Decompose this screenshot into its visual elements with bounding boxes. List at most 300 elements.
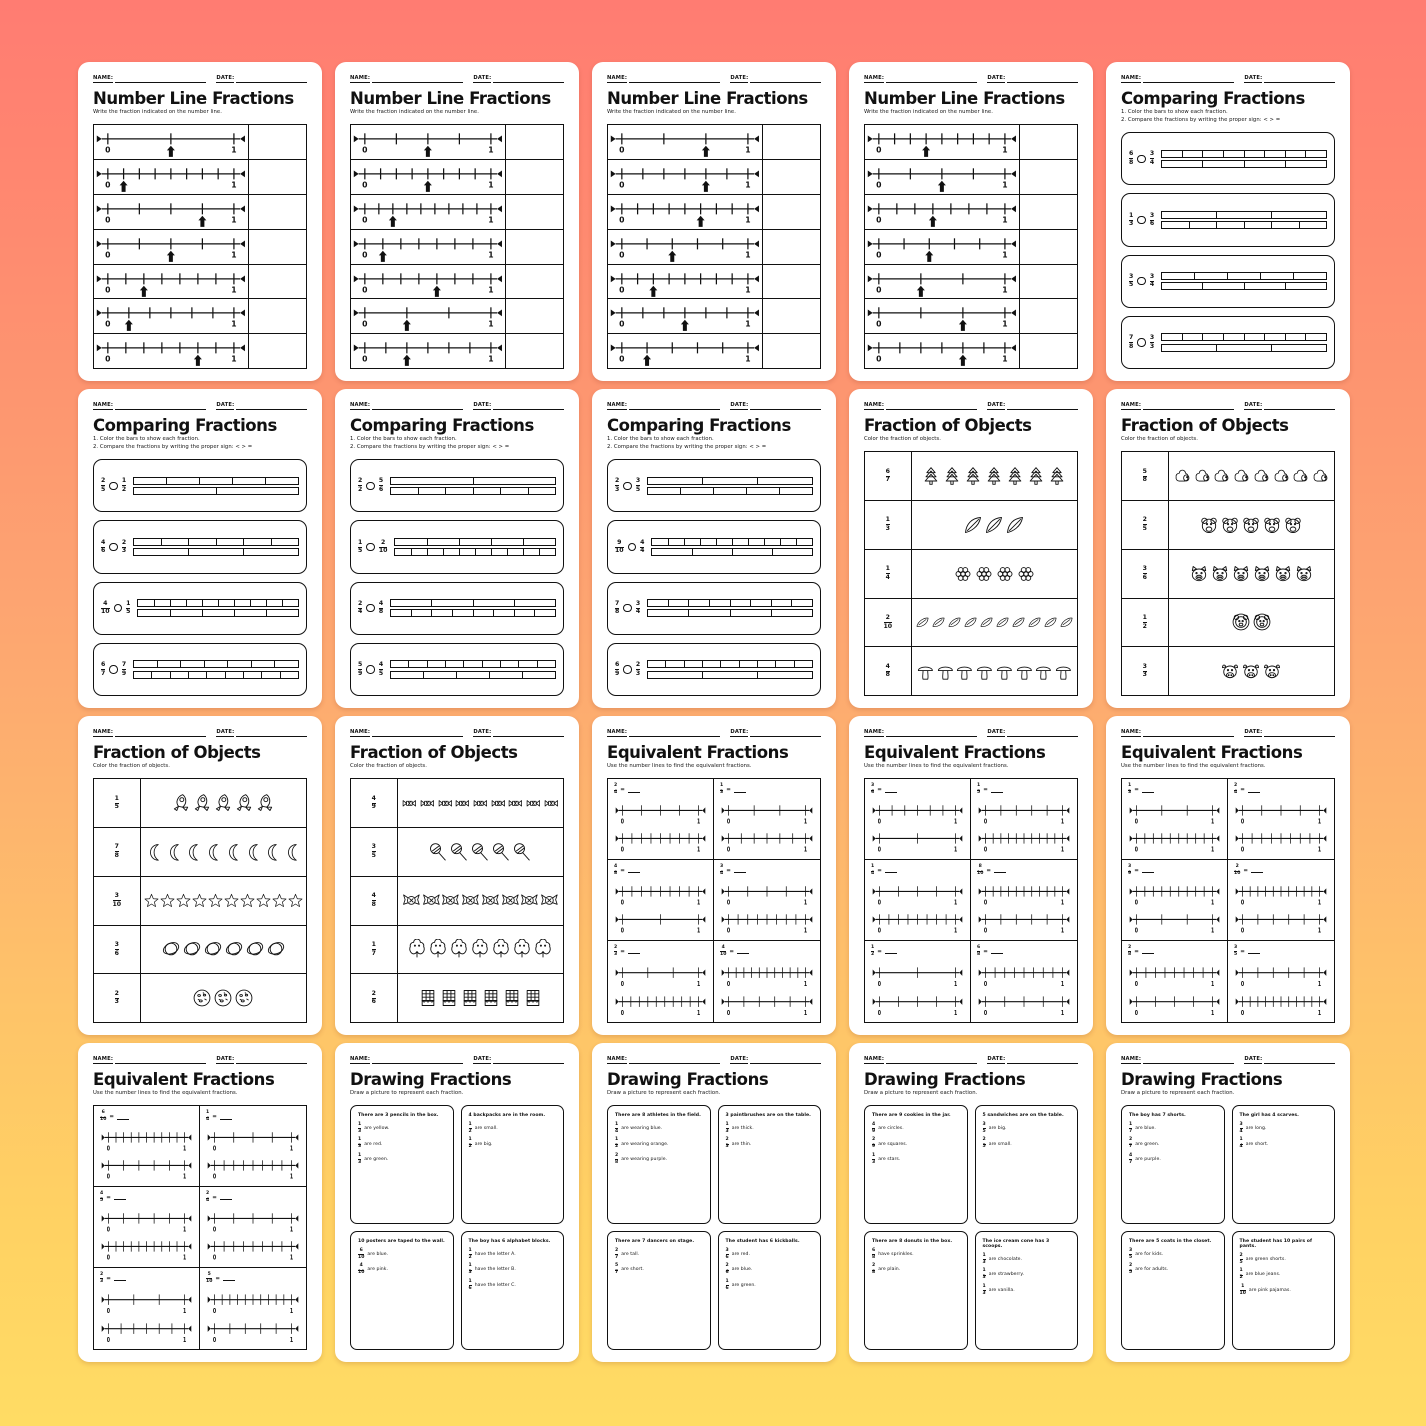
name-rule[interactable] [886,77,977,83]
name-field[interactable] [1121,1056,1234,1064]
bar-segment[interactable] [731,600,752,606]
comparison-sign-circle[interactable] [623,482,632,491]
name-field[interactable] [350,729,463,737]
comparison-sign-circle[interactable] [1137,155,1146,164]
comparison-sign-circle[interactable] [109,665,118,674]
comparison-sign-circle[interactable] [114,604,123,613]
bar-segment[interactable] [395,549,411,555]
answer-cell[interactable] [506,299,563,333]
drawing-box[interactable] [975,1105,1079,1224]
fraction-bar[interactable] [647,609,813,617]
bar-segment[interactable] [1245,151,1266,157]
comparison-sign-circle[interactable] [109,543,118,552]
bar-segment[interactable] [281,672,298,678]
date-rule[interactable] [750,731,821,737]
fraction-bar[interactable] [1161,160,1327,168]
answer-cell[interactable] [1020,334,1077,368]
name-field[interactable] [1121,75,1234,83]
comparison-sign-circle[interactable] [1137,216,1146,225]
date-field[interactable] [216,729,307,737]
fraction-bar[interactable] [390,487,556,495]
fraction-bar[interactable] [133,671,299,679]
drawing-box[interactable] [461,1105,565,1224]
bar-segment[interactable] [523,672,555,678]
objects-cell[interactable] [398,926,563,974]
fraction-bar[interactable] [390,477,556,485]
date-rule[interactable] [236,404,307,410]
bar-segment[interactable] [693,549,733,555]
date-rule[interactable] [1007,77,1078,83]
date-rule[interactable] [1007,1058,1078,1064]
date-field[interactable] [1244,402,1335,410]
objects-cell[interactable] [912,501,1077,549]
bar-segment[interactable] [391,672,424,678]
bar-segment[interactable] [648,478,703,484]
answer-blank[interactable] [1142,868,1154,873]
bar-segment[interactable] [266,478,298,484]
fraction-bar[interactable] [133,548,299,556]
bar-segment[interactable] [703,478,758,484]
name-rule[interactable] [629,404,720,410]
answer-cell[interactable] [1020,195,1077,229]
bar-segment[interactable] [453,610,474,616]
bar-segment[interactable] [1162,273,1195,279]
date-field[interactable] [216,402,307,410]
answer-cell[interactable] [763,125,820,159]
answer-cell[interactable] [506,265,563,299]
fraction-bar[interactable] [1161,333,1327,341]
bar-segment[interactable] [733,539,749,545]
bar-segment[interactable] [252,661,276,667]
bar-segment[interactable] [792,600,812,606]
bar-segment[interactable] [795,661,812,667]
answer-cell[interactable] [1020,299,1077,333]
answer-blank[interactable] [114,1195,126,1200]
bar-segment[interactable] [1286,161,1326,167]
name-field[interactable] [864,1056,977,1064]
bar-segment[interactable] [1245,161,1286,167]
bar-segment[interactable] [652,539,668,545]
fraction-bar[interactable] [390,599,556,607]
objects-cell[interactable] [1169,647,1334,695]
bar-segment[interactable] [251,600,267,606]
bar-segment[interactable] [648,610,689,616]
objects-cell[interactable] [1169,599,1334,647]
bar-segment[interactable] [419,488,446,494]
worksheet-eq-3[interactable] [1106,716,1350,1035]
bar-segment[interactable] [1203,283,1244,289]
drawing-box[interactable] [607,1231,711,1350]
fraction-bar[interactable] [1161,221,1327,229]
bar-segment[interactable] [391,661,409,667]
bar-segment[interactable] [492,539,524,545]
bar-segment[interactable] [648,488,681,494]
objects-cell[interactable] [1169,452,1334,500]
bar-segment[interactable] [474,600,515,606]
date-rule[interactable] [493,404,564,410]
answer-cell[interactable] [763,160,820,194]
bar-segment[interactable] [460,549,476,555]
bar-segment[interactable] [1217,345,1272,351]
bar-segment[interactable] [207,672,225,678]
bar-segment[interactable] [1245,334,1266,340]
date-field[interactable] [730,75,821,83]
bar-segment[interactable] [391,600,432,606]
comparison-sign-circle[interactable] [1137,338,1146,347]
worksheet-fo-4[interactable] [335,716,579,1035]
fraction-bar[interactable] [137,609,299,617]
fraction-bar[interactable] [647,671,813,679]
answer-blank[interactable] [885,949,897,954]
fraction-bar[interactable] [133,487,299,495]
bar-segment[interactable] [1272,345,1326,351]
answer-blank[interactable] [734,788,746,793]
bar-segment[interactable] [1162,151,1183,157]
name-rule[interactable] [1143,77,1234,83]
name-field[interactable] [607,729,720,737]
bar-segment[interactable] [780,488,812,494]
bar-segment[interactable] [669,539,685,545]
fraction-bar[interactable] [1161,344,1327,352]
bar-segment[interactable] [395,539,427,545]
date-field[interactable] [1244,729,1335,737]
answer-blank[interactable] [223,1276,235,1281]
name-rule[interactable] [1143,1058,1234,1064]
bar-segment[interactable] [138,600,154,606]
fraction-bar[interactable] [1161,282,1327,290]
bar-segment[interactable] [1286,283,1326,289]
name-field[interactable] [350,75,463,83]
worksheet-eq-2[interactable] [849,716,1093,1035]
bar-segment[interactable] [797,539,812,545]
drawing-box[interactable] [718,1105,822,1224]
worksheet-fo-1[interactable] [849,389,1093,708]
fraction-bar[interactable] [390,671,556,679]
date-field[interactable] [730,729,821,737]
bar-segment[interactable] [1265,151,1286,157]
bar-segment[interactable] [710,600,731,606]
comparison-sign-circle[interactable] [366,482,375,491]
bar-segment[interactable] [217,488,298,494]
bar-segment[interactable] [1224,151,1245,157]
bar-segment[interactable] [476,549,492,555]
bar-segment[interactable] [1306,334,1326,340]
bar-segment[interactable] [535,610,555,616]
bar-segment[interactable] [152,672,170,678]
date-rule[interactable] [750,77,821,83]
bar-segment[interactable] [1300,222,1326,228]
name-field[interactable] [607,75,720,83]
bar-segment[interactable] [1217,212,1272,218]
answer-blank[interactable] [994,868,1006,873]
answer-cell[interactable] [506,125,563,159]
name-field[interactable] [93,75,206,83]
bar-segment[interactable] [772,600,793,606]
bar-segment[interactable] [428,549,444,555]
fraction-bar[interactable] [394,548,556,556]
bar-segment[interactable] [409,661,427,667]
bar-segment[interactable] [685,661,703,667]
bar-segment[interactable] [1162,222,1189,228]
objects-cell[interactable] [398,877,563,925]
name-field[interactable] [607,1056,720,1064]
bar-segment[interactable] [1162,212,1217,218]
bar-segment[interactable] [494,610,515,616]
answer-blank[interactable] [991,949,1003,954]
name-rule[interactable] [372,731,463,737]
fraction-bar[interactable] [390,660,556,668]
date-rule[interactable] [493,77,564,83]
answer-blank[interactable] [628,949,640,954]
bar-segment[interactable] [1228,273,1261,279]
answer-cell[interactable] [1020,160,1077,194]
name-rule[interactable] [1143,404,1234,410]
drawing-box[interactable] [1121,1231,1225,1350]
answer-blank[interactable] [1142,788,1154,793]
bar-segment[interactable] [1306,151,1326,157]
name-rule[interactable] [115,77,206,83]
bar-segment[interactable] [134,478,167,484]
answer-blank[interactable] [114,1276,126,1281]
bar-segment[interactable] [648,600,669,606]
answer-cell[interactable] [1020,265,1077,299]
bar-segment[interactable] [162,539,189,545]
bar-segment[interactable] [1203,334,1224,340]
bar-segment[interactable] [540,549,555,555]
bar-segment[interactable] [1217,222,1244,228]
bar-segment[interactable] [524,539,555,545]
bar-segment[interactable] [235,600,251,606]
bar-segment[interactable] [272,539,298,545]
fraction-bar[interactable] [1161,150,1327,158]
bar-segment[interactable] [432,610,453,616]
name-field[interactable] [350,402,463,410]
answer-blank[interactable] [220,1195,232,1200]
bar-segment[interactable] [749,539,765,545]
bar-segment[interactable] [1286,151,1307,157]
bar-segment[interactable] [740,661,758,667]
date-rule[interactable] [493,1058,564,1064]
objects-cell[interactable] [912,452,1077,500]
bar-segment[interactable] [267,600,283,606]
answer-cell[interactable] [249,230,306,264]
fraction-bar[interactable] [651,538,813,546]
bar-segment[interactable] [171,610,203,616]
answer-cell[interactable] [249,125,306,159]
bar-segment[interactable] [428,539,460,545]
comparison-sign-circle[interactable] [366,543,375,552]
date-field[interactable] [987,402,1078,410]
drawing-box[interactable] [718,1231,822,1350]
bar-segment[interactable] [205,661,229,667]
bar-segment[interactable] [747,488,780,494]
bar-segment[interactable] [200,478,233,484]
bar-segment[interactable] [138,610,170,616]
name-rule[interactable] [115,404,206,410]
drawing-box[interactable] [1232,1105,1336,1224]
objects-cell[interactable] [398,828,563,876]
worksheet-cmp-2[interactable] [78,389,322,708]
fraction-bar[interactable] [647,477,813,485]
bar-segment[interactable] [483,661,501,667]
bar-segment[interactable] [652,549,692,555]
date-field[interactable] [473,402,564,410]
worksheet-fo-3[interactable] [78,716,322,1035]
bar-segment[interactable] [189,539,216,545]
bar-segment[interactable] [412,549,428,555]
objects-cell[interactable] [912,647,1077,695]
objects-cell[interactable] [1169,501,1334,549]
comparison-sign-circle[interactable] [628,543,637,552]
bar-segment[interactable] [1286,334,1307,340]
fraction-bar[interactable] [133,538,299,546]
bar-segment[interactable] [446,661,464,667]
fraction-bar[interactable] [390,609,556,617]
name-rule[interactable] [372,1058,463,1064]
date-rule[interactable] [236,731,307,737]
bar-segment[interactable] [773,549,812,555]
fraction-bar[interactable] [647,487,813,495]
bar-segment[interactable] [134,549,189,555]
answer-cell[interactable] [249,160,306,194]
objects-cell[interactable] [912,599,1077,647]
bar-segment[interactable] [474,488,501,494]
worksheet-eq-4[interactable] [78,1043,322,1362]
answer-blank[interactable] [117,1115,129,1120]
answer-blank[interactable] [628,868,640,873]
date-rule[interactable] [1264,731,1335,737]
answer-cell[interactable] [506,160,563,194]
drawing-box[interactable] [350,1105,454,1224]
bar-segment[interactable] [391,478,473,484]
date-field[interactable] [1244,75,1335,83]
date-rule[interactable] [236,77,307,83]
answer-cell[interactable] [506,334,563,368]
name-rule[interactable] [115,731,206,737]
bar-segment[interactable] [235,610,267,616]
bar-segment[interactable] [524,549,540,555]
bar-segment[interactable] [515,610,536,616]
bar-segment[interactable] [262,672,280,678]
bar-segment[interactable] [275,661,298,667]
worksheet-fo-2[interactable] [1106,389,1350,708]
bar-segment[interactable] [189,672,207,678]
objects-cell[interactable] [141,828,306,876]
fraction-bar[interactable] [647,599,813,607]
name-field[interactable] [93,1056,206,1064]
bar-segment[interactable] [689,610,730,616]
name-field[interactable] [864,75,977,83]
bar-segment[interactable] [171,672,189,678]
fraction-bar[interactable] [137,599,299,607]
worksheet-eq-1[interactable] [592,716,836,1035]
name-rule[interactable] [886,404,977,410]
fraction-bar[interactable] [651,548,813,556]
objects-cell[interactable] [912,550,1077,598]
answer-blank[interactable] [1248,788,1260,793]
bar-segment[interactable] [1265,334,1286,340]
bar-segment[interactable] [1224,334,1245,340]
fraction-bar[interactable] [1161,272,1327,280]
answer-cell[interactable] [763,230,820,264]
bar-segment[interactable] [244,672,262,678]
name-rule[interactable] [629,731,720,737]
drawing-box[interactable] [975,1231,1079,1350]
worksheet-nl-3[interactable] [592,62,836,381]
bar-segment[interactable] [1162,283,1203,289]
bar-segment[interactable] [155,600,171,606]
bar-segment[interactable] [171,600,187,606]
date-rule[interactable] [1264,77,1335,83]
bar-segment[interactable] [1162,334,1183,340]
date-field[interactable] [987,1056,1078,1064]
bar-segment[interactable] [457,672,490,678]
answer-blank[interactable] [991,788,1003,793]
bar-segment[interactable] [1294,273,1326,279]
date-field[interactable] [216,1056,307,1064]
fraction-bar[interactable] [647,660,813,668]
bar-segment[interactable] [158,661,182,667]
name-rule[interactable] [886,731,977,737]
bar-segment[interactable] [1183,334,1204,340]
bar-segment[interactable] [648,672,703,678]
bar-segment[interactable] [187,600,203,606]
bar-segment[interactable] [203,600,219,606]
drawing-box[interactable] [1121,1105,1225,1224]
bar-segment[interactable] [226,672,244,678]
name-rule[interactable] [372,77,463,83]
bar-segment[interactable] [519,661,537,667]
worksheet-dr-2[interactable] [592,1043,836,1362]
date-field[interactable] [1244,1056,1335,1064]
bar-segment[interactable] [701,539,717,545]
worksheet-dr-4[interactable] [1106,1043,1350,1362]
bar-segment[interactable] [1195,273,1228,279]
worksheet-nl-4[interactable] [849,62,1093,381]
date-rule[interactable] [750,404,821,410]
date-rule[interactable] [236,1058,307,1064]
date-field[interactable] [216,75,307,83]
worksheet-cmp-3[interactable] [335,389,579,708]
bar-segment[interactable] [703,672,758,678]
name-field[interactable] [350,1056,463,1064]
bar-segment[interactable] [1162,345,1217,351]
bar-segment[interactable] [490,672,523,678]
bar-segment[interactable] [758,478,812,484]
bar-segment[interactable] [501,661,519,667]
bar-segment[interactable] [217,539,244,545]
answer-blank[interactable] [734,868,746,873]
bar-segment[interactable] [181,661,205,667]
bar-segment[interactable] [1272,212,1326,218]
bar-segment[interactable] [703,661,721,667]
comparison-sign-circle[interactable] [623,665,632,674]
bar-segment[interactable] [689,600,710,606]
fraction-bar[interactable] [1161,211,1327,219]
answer-blank[interactable] [628,788,640,793]
bar-segment[interactable] [474,610,495,616]
bar-segment[interactable] [529,488,555,494]
bar-segment[interactable] [283,600,298,606]
drawing-box[interactable] [607,1105,711,1224]
bar-segment[interactable] [424,672,457,678]
answer-blank[interactable] [1248,949,1260,954]
bar-segment[interactable] [714,488,747,494]
bar-segment[interactable] [666,661,684,667]
bar-segment[interactable] [772,610,812,616]
bar-segment[interactable] [681,488,714,494]
answer-blank[interactable] [1142,949,1154,954]
